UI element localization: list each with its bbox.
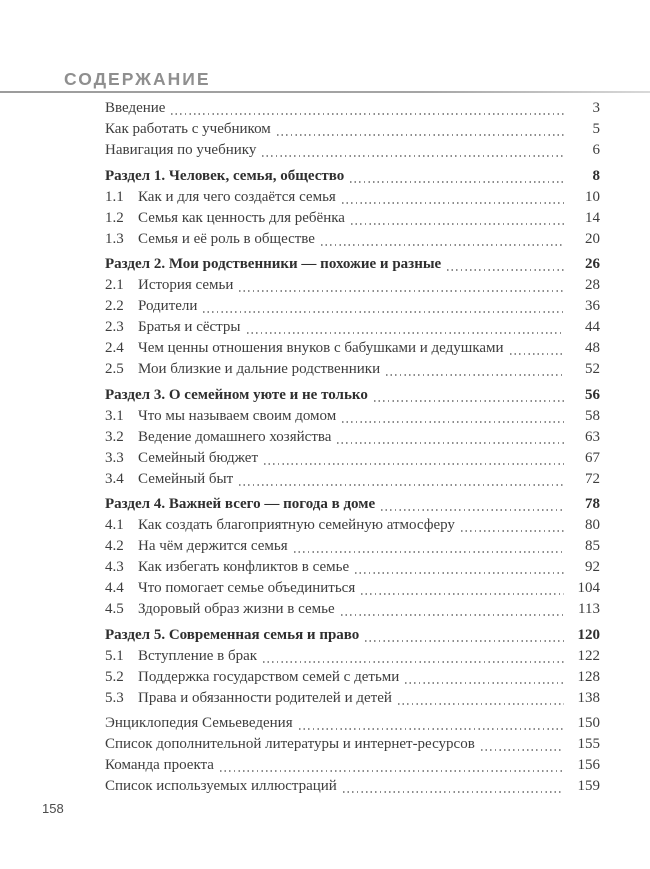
entry-label: Семья и её роль в обществе <box>138 230 315 247</box>
dot-leader <box>342 421 564 423</box>
toc-section-row <box>105 254 600 275</box>
entry-number: 3.3 <box>105 449 124 466</box>
entry-page-number: 92 <box>585 559 600 575</box>
entry-page-number: 85 <box>585 538 600 554</box>
dot-leader <box>461 530 564 532</box>
toc-entry-row <box>105 557 600 578</box>
entry-number: 3.2 <box>105 428 124 445</box>
entry-label: Раздел 2. Мои родственники — похожие и разные <box>105 256 442 272</box>
entry-label: Семейный быт <box>138 470 234 487</box>
entry-label: Навигация по учебнику <box>105 142 257 158</box>
entry-number: 2.1 <box>105 277 124 293</box>
dot-leader <box>398 703 564 705</box>
dot-leader <box>171 113 564 115</box>
entry-page-number: 104 <box>577 580 600 596</box>
entry-label: Что мы называем своим домом <box>138 407 337 424</box>
dot-leader <box>365 640 564 642</box>
entry-page-number: 63 <box>585 428 600 445</box>
toc-entry-row <box>105 448 600 469</box>
entry-label: Раздел 1. Человек, семья, общество <box>105 167 345 184</box>
entry-number: 1.3 <box>105 230 124 247</box>
toc-entry-row <box>105 406 600 427</box>
entry-number: 1.2 <box>105 209 124 226</box>
entry-page-number: 6 <box>592 142 600 158</box>
entry-page-number: 14 <box>585 209 600 226</box>
entry-page-number: 10 <box>585 188 600 205</box>
entry-number: 4.1 <box>105 517 124 533</box>
entry-label: Список дополнительной литературы и интернет-ресурсов <box>105 736 475 752</box>
entry-label: Мои близкие и дальние родственники <box>138 361 381 377</box>
entry-label: Как избегать конфликтов в семье <box>138 559 350 575</box>
dot-leader <box>239 290 564 292</box>
toc-entry-row <box>105 119 600 140</box>
entry-number: 2.3 <box>105 319 124 335</box>
toc-group-back-matter <box>105 713 600 797</box>
entry-number: 4.3 <box>105 559 124 575</box>
toc-group-section-4 <box>105 494 600 620</box>
dot-leader <box>220 770 564 772</box>
entry-page-number: 52 <box>585 361 600 377</box>
toc-group-front-matter <box>105 98 600 161</box>
toc-entry-row <box>105 776 600 797</box>
page-title: СОДЕРЖАНИЕ <box>64 69 211 89</box>
toc-entry-row <box>105 229 600 250</box>
dot-leader <box>262 155 564 157</box>
entry-number: 5.1 <box>105 647 124 664</box>
footer-page-number: 158 <box>42 801 64 816</box>
dot-leader <box>381 509 564 511</box>
entry-page-number: 159 <box>577 778 600 794</box>
entry-label: Здоровый образ жизни в семье <box>138 601 335 617</box>
toc-entry-row <box>105 296 600 317</box>
entry-label: Как работать с учебником <box>105 121 271 137</box>
toc-entry-row <box>105 755 600 776</box>
toc-entry-row <box>105 688 600 709</box>
entry-label: История семьи <box>138 277 234 293</box>
toc-entry-row <box>105 208 600 229</box>
toc-entry-row <box>105 187 600 208</box>
dot-leader <box>321 244 564 246</box>
entry-page-number: 3 <box>592 100 600 116</box>
dot-leader <box>355 572 564 574</box>
entry-page-number: 44 <box>585 319 600 335</box>
entry-label: Раздел 5. Современная семья и право <box>105 626 360 643</box>
toc-entry-row <box>105 317 600 338</box>
toc-entry-row <box>105 98 600 119</box>
toc-entry-row <box>105 536 600 557</box>
toc-group-section-5 <box>105 625 600 709</box>
dot-leader <box>247 332 565 334</box>
entry-number: 2.4 <box>105 340 124 356</box>
entry-page-number: 58 <box>585 407 600 424</box>
dot-leader <box>342 202 564 204</box>
dot-leader <box>294 551 564 553</box>
entry-label: Как создать благоприятную семейную атмосферу <box>138 517 455 533</box>
dot-leader <box>510 353 564 355</box>
entry-number: 4.2 <box>105 538 124 554</box>
entry-page-number: 80 <box>585 517 600 533</box>
dot-leader <box>405 682 564 684</box>
dot-leader <box>447 269 564 271</box>
toc-entry-row <box>105 599 600 620</box>
dot-leader <box>337 442 564 444</box>
entry-page-number: 78 <box>585 496 600 512</box>
entry-page-number: 150 <box>577 715 600 731</box>
toc-entry-row <box>105 469 600 490</box>
entry-label: На чём держится семья <box>138 538 288 554</box>
entry-page-number: 28 <box>585 277 600 293</box>
entry-number: 1.1 <box>105 188 124 205</box>
toc-entry-row <box>105 140 600 161</box>
toc-entry-row <box>105 515 600 536</box>
entry-label: Список используемых иллюстраций <box>105 778 337 794</box>
entry-page-number: 26 <box>585 256 600 272</box>
toc-section-row <box>105 625 600 646</box>
entry-page-number: 20 <box>585 230 600 247</box>
entry-page-number: 36 <box>585 298 600 314</box>
entry-page-number: 8 <box>592 167 600 184</box>
entry-label: Семейный бюджет <box>138 449 258 466</box>
header-divider <box>0 91 650 93</box>
toc-entry-row <box>105 646 600 667</box>
toc-entry-row <box>105 578 600 599</box>
entry-label: Семья как ценность для ребёнка <box>138 209 345 226</box>
entry-label: Чем ценны отношения внуков с бабушками и дедушками <box>138 340 504 356</box>
toc-entry-row <box>105 734 600 755</box>
entry-number: 3.1 <box>105 407 124 424</box>
toc-section-row <box>105 166 600 187</box>
entry-page-number: 155 <box>577 736 600 752</box>
entry-page-number: 156 <box>577 757 600 773</box>
toc-entry-row <box>105 359 600 380</box>
entry-label: Права и обязанности родителей и детей <box>138 689 392 706</box>
dot-leader <box>350 181 564 183</box>
entry-label: Команда проекта <box>105 757 214 773</box>
dot-leader <box>277 134 564 136</box>
toc-entry-row <box>105 275 600 296</box>
dot-leader <box>299 728 564 730</box>
dot-leader <box>386 374 564 376</box>
toc-entry-row <box>105 667 600 688</box>
entry-number: 2.5 <box>105 361 124 377</box>
entry-page-number: 138 <box>577 689 600 706</box>
entry-page-number: 122 <box>577 647 600 664</box>
entry-page-number: 128 <box>577 668 600 685</box>
toc-list <box>105 98 600 797</box>
entry-page-number: 113 <box>578 601 600 617</box>
dot-leader <box>264 463 564 465</box>
entry-label: Раздел 3. О семейном уюте и не только <box>105 386 368 403</box>
toc-entry-row <box>105 427 600 448</box>
entry-number: 4.4 <box>105 580 124 596</box>
entry-number: 3.4 <box>105 470 124 487</box>
entry-label: Ведение домашнего хозяйства <box>138 428 332 445</box>
entry-page-number: 48 <box>585 340 600 356</box>
toc-group-section-3 <box>105 385 600 490</box>
toc-entry-row <box>105 713 600 734</box>
entry-number: 5.2 <box>105 668 124 685</box>
entry-page-number: 5 <box>592 121 600 137</box>
entry-label: Родители <box>138 298 198 314</box>
entry-label: Поддержка государством семей с детьми <box>138 668 400 685</box>
toc-group-section-1 <box>105 166 600 250</box>
entry-label: Вступление в брак <box>138 647 258 664</box>
entry-number: 2.2 <box>105 298 124 314</box>
toc-group-section-2 <box>105 254 600 380</box>
entry-label: Что помогает семье объединиться <box>138 580 356 596</box>
dot-leader <box>239 484 564 486</box>
entry-label: Введение <box>105 100 166 116</box>
dot-leader <box>374 400 564 402</box>
dot-leader <box>341 614 564 616</box>
entry-label: Как и для чего создаётся семья <box>138 188 336 205</box>
toc-entry-row <box>105 338 600 359</box>
entry-page-number: 120 <box>577 626 600 643</box>
entry-page-number: 72 <box>585 470 600 487</box>
entry-number: 4.5 <box>105 601 124 617</box>
entry-number: 5.3 <box>105 689 124 706</box>
dot-leader <box>481 749 564 751</box>
entry-label: Энциклопедия Семьеведения <box>105 715 293 731</box>
entry-label: Раздел 4. Важней всего — погода в доме <box>105 496 376 512</box>
dot-leader <box>361 593 564 595</box>
entry-page-number: 56 <box>585 386 600 403</box>
toc-section-row <box>105 494 600 515</box>
dot-leader <box>263 661 564 663</box>
toc-section-row <box>105 385 600 406</box>
dot-leader <box>203 311 564 313</box>
dot-leader <box>343 791 564 793</box>
entry-label: Братья и сёстры <box>138 319 241 335</box>
dot-leader <box>351 223 564 225</box>
entry-page-number: 67 <box>585 449 600 466</box>
